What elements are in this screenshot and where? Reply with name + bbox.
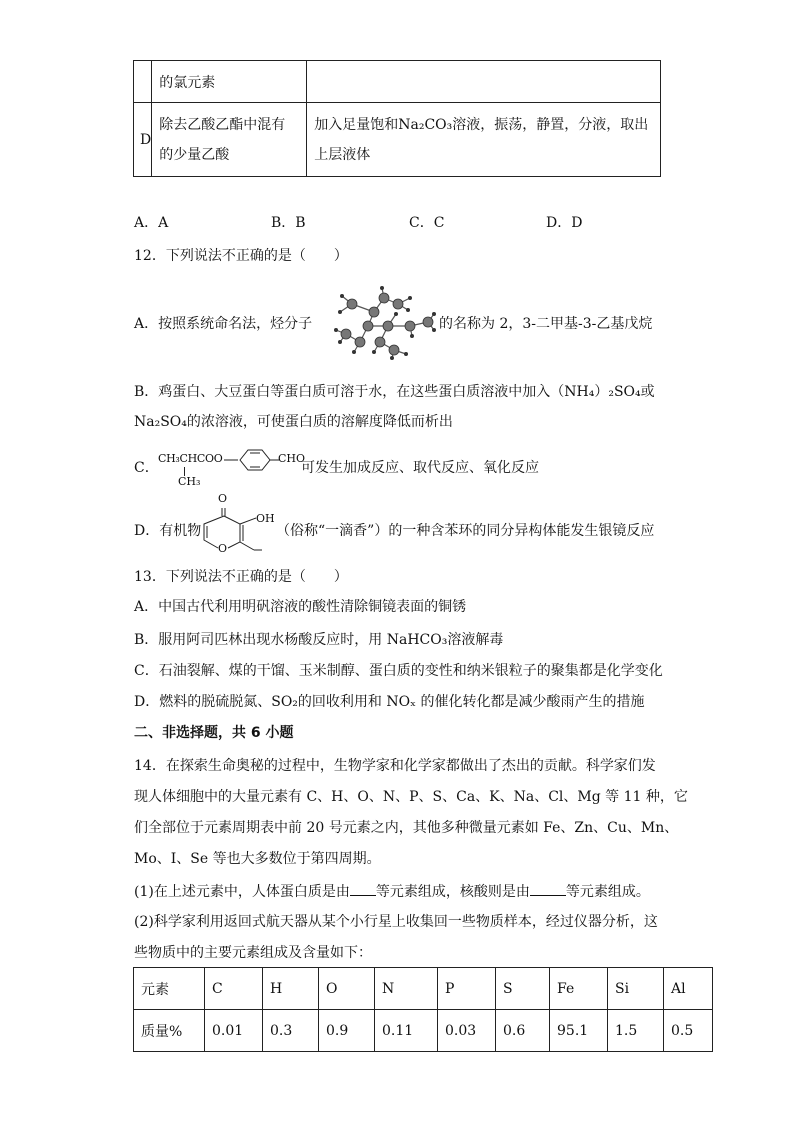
table-cell-purpose-d: [152, 103, 307, 177]
value-cell: 0.01: [205, 1010, 263, 1052]
table-cell-method: [307, 61, 661, 103]
value-cell: 0.11: [375, 1010, 438, 1052]
q14-line1: 14．在探索生命奥秘的过程中，生物学家和化学家都做出了杰出的贡献。科学家们发: [134, 758, 656, 774]
cell-text-line: 除去乙酸乙酯中混有: [159, 116, 286, 133]
q12-stem: 12．下列说法不正确的是（ ）: [134, 248, 348, 264]
q12-option-b-line1: B．鸡蛋白、大豆蛋白等蛋白质可溶于水，在这些蛋白质溶液中加入（NH₄）₂SO₄或: [134, 384, 655, 400]
q12-option-a-suffix: [439, 314, 652, 334]
q14-p1-text: 等元素组成，核酸则是由: [375, 884, 530, 900]
header-cell: N: [375, 968, 438, 1010]
option-d: D．D: [546, 215, 583, 231]
pyranone-ring-icon: [198, 494, 272, 556]
cell-text: 的氯元素: [159, 74, 216, 91]
q12-a-text: A．按照系统命名法，烃分子: [134, 316, 313, 332]
value-cell: 0.5: [664, 1010, 713, 1052]
q14-line2: 现人体细胞中的大量元素有 C、H、O、N、P、S、Ca、K、Na、Cl、Mg 等 11 种，它: [134, 789, 688, 805]
q14-part2-line1: (2)科学家利用返回式航天器从某个小行星上收集回一些物质样本，经过仪器分析，这: [134, 914, 658, 930]
element-composition-table: [133, 967, 713, 1052]
q14-line4: Mo、I、Se 等也大多数位于第四周期。: [134, 851, 381, 867]
answer-blank-2[interactable]: [530, 881, 566, 896]
q12-option-d-suffix: [276, 521, 654, 541]
cell-text-line: 的少量乙酸: [159, 146, 230, 163]
q12-c-label: C．: [134, 460, 159, 476]
q14-part1: [134, 881, 650, 902]
q13-option-a: A．中国古代利用明矾溶液的酸性清除铜镜表面的铜锈: [134, 599, 467, 615]
q12-a-name: 的名称为 2，3-二甲基-3-乙基戊烷: [439, 316, 653, 332]
table-cell-letter-empty: [134, 61, 152, 103]
q13-stem: 13．下列说法不正确的是（ ）: [134, 569, 348, 585]
value-cell: 0.9: [319, 1010, 375, 1052]
header-cell: Si: [608, 968, 664, 1010]
option-b: B．B: [271, 215, 306, 231]
cell-text-line: 上层液体: [314, 146, 371, 163]
cell-text-line: 加入足量饱和Na₂CO₃溶液，振荡，静置，分液，取出: [314, 116, 649, 133]
q12-option-b-line2: Na₂SO₄的浓溶液，可使蛋白质的溶解度降低而析出: [134, 414, 453, 430]
q14-part2-line2: 些物质中的主要元素组成及含量如下：: [134, 945, 372, 961]
benzene-ring-icon: [224, 448, 280, 476]
header-cell: Fe: [550, 968, 608, 1010]
formula-chain: CH₃CHCOO: [158, 452, 223, 465]
option-c: C．C: [409, 215, 445, 231]
q12-option-a: [134, 314, 312, 334]
q12-c-text: 可发生加成反应、取代反应、氧化反应: [301, 460, 539, 476]
answer-blank-1[interactable]: [350, 881, 376, 896]
structural-formula-c: [158, 450, 308, 490]
q12-d-text: （俗称“一滴香”）的一种含苯环的同分异构体能发生银镜反应: [276, 523, 655, 539]
row-letter-d: D: [140, 131, 152, 148]
q13-option-d: D．燃料的脱硫脱氮、SO₂的回收利用和 NOₓ 的催化转化都是减少酸雨产生的措施: [134, 694, 645, 710]
formula-ch3: CH₃: [178, 475, 201, 488]
table-row-values: [134, 1010, 713, 1052]
value-cell: 95.1: [550, 1010, 608, 1052]
value-cell: 质量%: [134, 1010, 205, 1052]
header-cell: 元素: [134, 968, 205, 1010]
q12-d-label: D．有机物: [134, 523, 202, 539]
ring-oxygen: O: [218, 542, 228, 555]
formula-cho: CHO: [278, 452, 306, 465]
value-cell: 0.3: [263, 1010, 319, 1052]
table-row-headers: [134, 968, 713, 1010]
header-cell: S: [496, 968, 550, 1010]
table-cell-letter: [134, 103, 152, 177]
section-heading: 二、非选择题，共 6 小题: [134, 725, 294, 741]
ring-carbonyl-o: O: [218, 492, 228, 505]
q13-option-c: C．石油裂解、煤的干馏、玉米制醇、蛋白质的变性和纳米银粒子的聚集都是化学变化: [134, 663, 663, 679]
value-cell: 0.6: [496, 1010, 550, 1052]
value-cell: 1.5: [608, 1010, 664, 1052]
table-cell-purpose: [152, 61, 307, 103]
q12-option-c-suffix: [301, 458, 539, 478]
q12-option-c: [134, 458, 159, 478]
header-cell: C: [205, 968, 263, 1010]
option-a: A．A: [134, 215, 169, 231]
header-cell: Al: [664, 968, 713, 1010]
q14-p1-text: 等元素组成。: [565, 884, 650, 900]
header-cell: P: [438, 968, 496, 1010]
q13-option-b: B．服用阿司匹林出现水杨酸反应时，用 NaHCO₃溶液解毒: [134, 632, 504, 648]
table-cell-method-d: [307, 103, 661, 177]
q14-line3: 们全部位于元素周期表中前 20 号元素之内，其他多种微量元素如 Fe、Zn、Cu、Mn、: [134, 820, 679, 836]
maltol-structure: [198, 492, 275, 556]
header-cell: H: [263, 968, 319, 1010]
ball-stick-molecule-figure: [322, 284, 438, 360]
value-cell: 0.03: [438, 1010, 496, 1052]
q14-p1-text: (1)在上述元素中，人体蛋白质是由: [134, 884, 350, 900]
q12-option-d: [134, 521, 201, 541]
ring-oh: OH: [256, 512, 275, 525]
top-answer-table: [133, 60, 661, 177]
header-cell: O: [319, 968, 375, 1010]
